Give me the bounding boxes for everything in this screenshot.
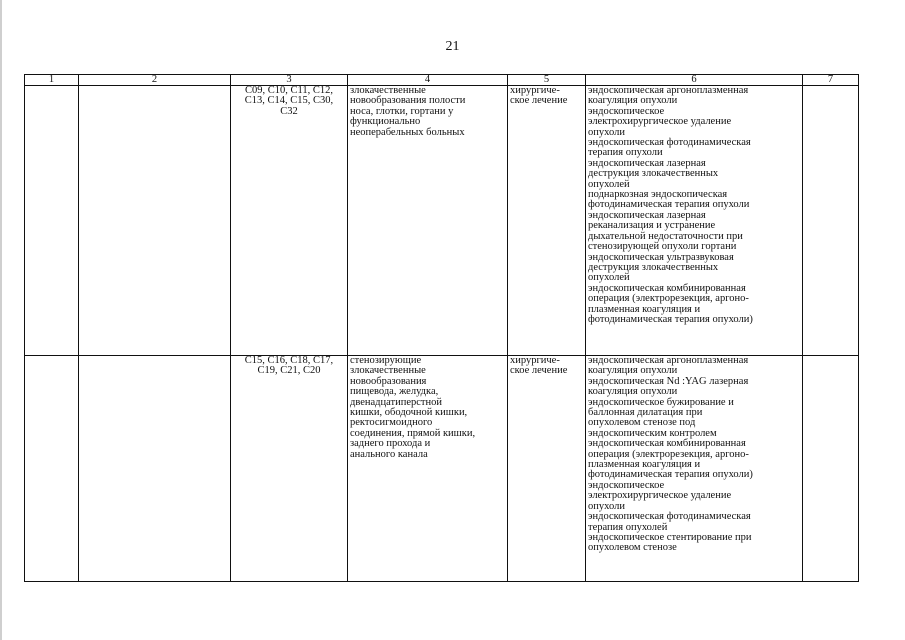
cell-line: деструкция злокачественных xyxy=(588,261,719,273)
column-header: 5 xyxy=(508,75,586,86)
cell-line: функционально xyxy=(350,116,421,128)
cell-line: ректосигмоидного xyxy=(350,417,433,429)
cell-line: коагуляция опухоли xyxy=(588,386,678,398)
cell-line: коагуляция опухоли xyxy=(588,95,678,107)
cell-line: соединения, прямой кишки, xyxy=(350,427,476,439)
cell-line: эндоскопическое xyxy=(588,105,665,117)
column-header: 1 xyxy=(25,75,79,86)
cell-line: опухоли xyxy=(588,500,625,512)
cell-line: эндоскопическая лазерная xyxy=(588,157,706,169)
cell-line: операция (электрорезекция, аргоно- xyxy=(588,293,749,305)
table-header-row xyxy=(25,75,859,86)
cell-line: C15, C16, C18, C17, xyxy=(244,355,334,366)
cell-line: операция (электрорезекция, аргоно- xyxy=(588,448,749,460)
cell-line: новообразования полости xyxy=(350,95,466,107)
cell-line: пищевода, желудка, xyxy=(350,386,439,398)
cell-line: плазменная коагуляция и xyxy=(588,303,701,315)
cell-line: C32 xyxy=(280,105,298,117)
cell-line: стенозирующие xyxy=(350,355,422,366)
cell-line: деструкция злокачественных xyxy=(588,168,719,180)
cell-line: опухоли xyxy=(588,126,625,138)
cell-col7 xyxy=(803,86,859,356)
cell-line: двенадцатиперстной xyxy=(350,396,443,408)
cell-line: электрохирургическое удаление xyxy=(588,490,732,502)
cell-codes xyxy=(231,356,348,582)
cell-line: анального канала xyxy=(350,448,428,460)
cell-col7 xyxy=(803,356,859,582)
cell-line: C19, C21, C20 xyxy=(257,365,321,377)
cell-line: ское лечение xyxy=(510,95,568,107)
cell-line: терапия опухолей xyxy=(588,521,668,533)
page-number: 21 xyxy=(445,39,460,54)
table-row xyxy=(25,86,859,356)
cell-line: плазменная коагуляция и xyxy=(588,459,701,471)
cell-line: злокачественные xyxy=(350,365,426,377)
cell-line: опухолей xyxy=(588,272,630,284)
cell-col1 xyxy=(25,86,79,356)
cell-line: эндоскопическая комбинированная xyxy=(588,282,746,294)
cell-line: дыхательной недостаточности при xyxy=(588,230,743,242)
cell-line: хирургиче- xyxy=(510,355,560,366)
page-left-edge xyxy=(0,0,2,640)
cell-line: эндоскопическая комбинированная xyxy=(588,438,746,450)
cell-line: эндоскопическое стентирование при xyxy=(588,531,752,543)
cell-line: опухолей xyxy=(588,178,630,190)
cell-line: эндоскопическим контролем xyxy=(588,427,717,439)
cell-line: заднего прохода и xyxy=(350,438,431,450)
column-header: 3 xyxy=(231,75,348,86)
cell-col2 xyxy=(79,86,231,356)
cell-diagnosis xyxy=(348,86,508,356)
column-header: 2 xyxy=(79,75,231,86)
cell-line: эндоскопическая фотодинамическая xyxy=(588,511,751,523)
cell-line: злокачественные xyxy=(350,85,426,96)
cell-line: опухолевом стенозе xyxy=(588,542,677,554)
cell-line: эндоскопическая аргоноплазменная xyxy=(588,355,749,366)
cell-line: кишки, ободочной кишки, xyxy=(350,407,468,419)
cell-line: фотодинамическая терапия опухоли) xyxy=(588,469,753,481)
column-header: 7 xyxy=(803,75,859,86)
cell-diagnosis xyxy=(348,356,508,582)
cell-line: C09, C10, C11, C12, xyxy=(245,85,333,96)
cell-line: C13, C14, C15, C30, xyxy=(244,95,334,107)
cell-line: фотодинамическая терапия опухоли xyxy=(588,199,750,211)
cell-line: эндоскопическое бужирование и xyxy=(588,396,734,408)
cell-line: носа, глотки, гортани у xyxy=(350,105,454,117)
cell-treatment xyxy=(508,356,586,582)
cell-col1 xyxy=(25,356,79,582)
cell-line: электрохирургическое удаление xyxy=(588,116,732,128)
cell-line: баллонная дилатация при xyxy=(588,407,703,419)
cell-line: эндоскопическая ультразвуковая xyxy=(588,251,734,263)
cell-line: ское лечение xyxy=(510,365,568,377)
cell-methods xyxy=(586,86,803,356)
cell-line: коагуляция опухоли xyxy=(588,365,678,377)
cell-line: неоперабельных больных xyxy=(350,126,465,138)
cell-line: эндоскопическая фотодинамическая xyxy=(588,137,751,149)
cell-line: реканализация и устранение xyxy=(588,220,716,232)
procedures-table xyxy=(24,74,859,582)
cell-codes xyxy=(231,86,348,356)
cell-line: эндоскопическая аргоноплазменная xyxy=(588,85,749,96)
cell-treatment xyxy=(508,86,586,356)
cell-line: новообразования xyxy=(350,375,427,387)
cell-line: стенозирующей опухоли гортани xyxy=(588,241,737,253)
cell-line: опухолевом стенозе под xyxy=(588,417,696,429)
cell-line: хирургиче- xyxy=(510,85,560,96)
cell-line: фотодинамическая терапия опухоли) xyxy=(588,313,753,325)
cell-methods xyxy=(586,356,803,582)
column-header: 6 xyxy=(586,75,803,86)
cell-line: терапия опухоли xyxy=(588,147,663,159)
cell-line: эндоскопическая лазерная xyxy=(588,209,706,221)
cell-line: эндоскопическая Nd :YAG лазерная xyxy=(588,375,749,387)
cell-line: поднаркозная эндоскопическая xyxy=(588,189,728,201)
column-header: 4 xyxy=(348,75,508,86)
table-row xyxy=(25,356,859,582)
cell-line: эндоскопическое xyxy=(588,479,665,491)
cell-col2 xyxy=(79,356,231,582)
